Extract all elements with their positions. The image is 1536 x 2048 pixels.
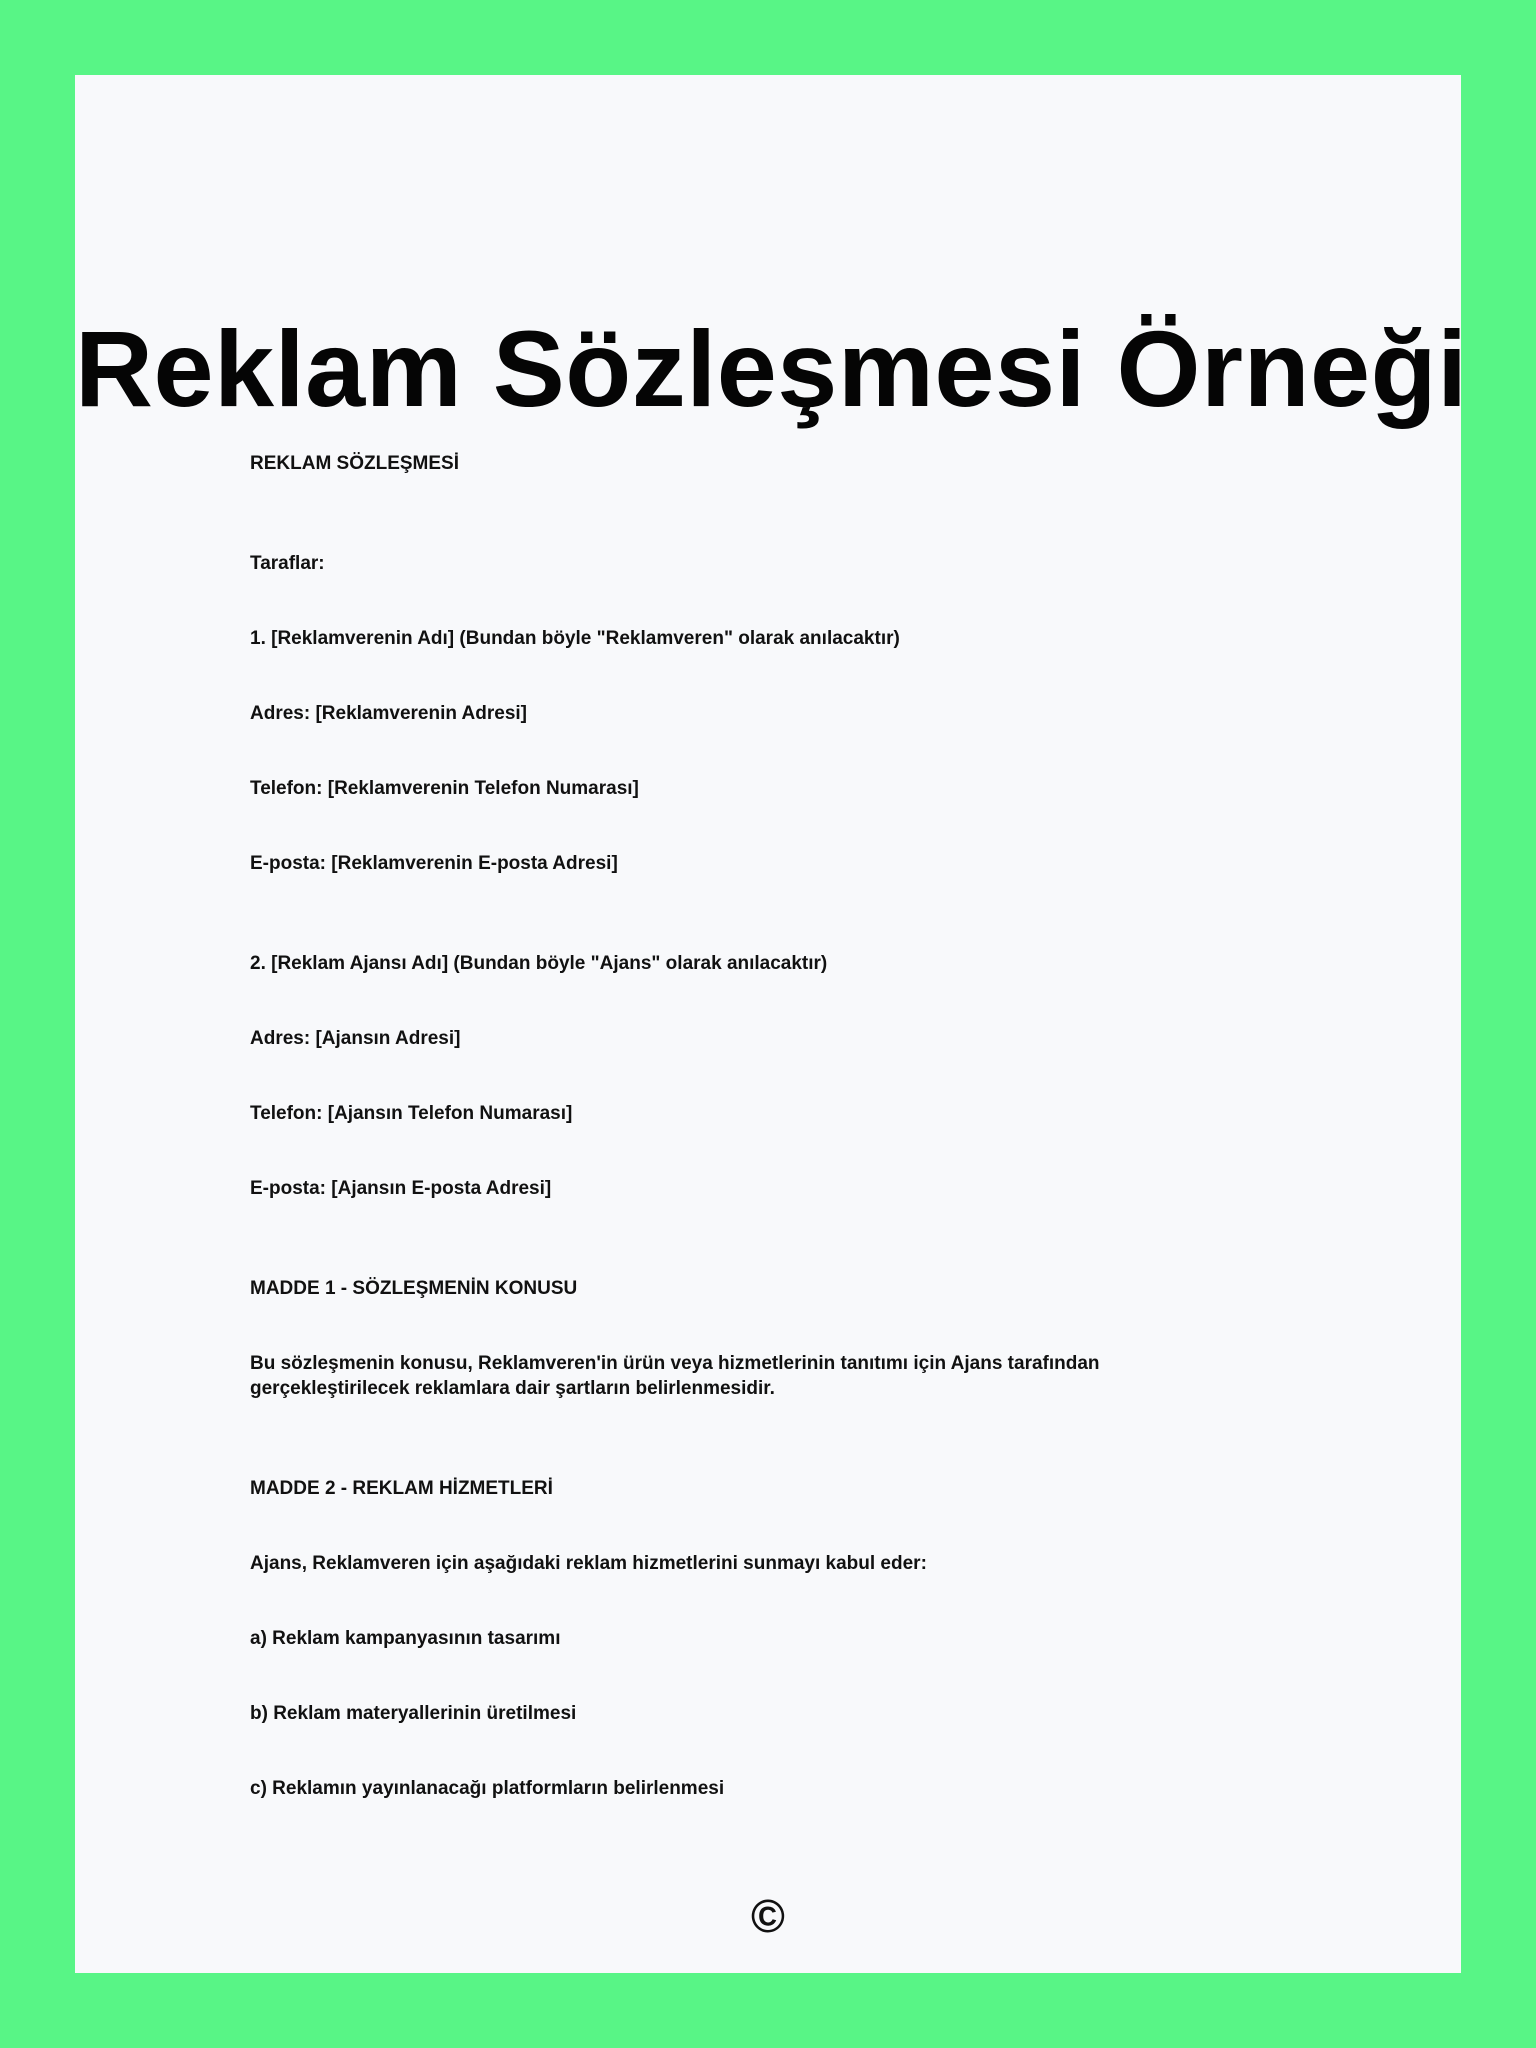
party1-address: Adres: [Reklamverenin Adresi] xyxy=(250,703,528,724)
party2-name: 2. [Reklam Ajansı Adı] (Bundan böyle "Ajans" olarak anılacaktır) xyxy=(250,953,828,974)
article1-text: Bu sözleşmenin konusu, Reklamveren'in ürün veya hizmetlerinin tanıtımı için Ajans tarafından gerçekleştirilecek reklamlara dair şartların belirlenmesidir. xyxy=(250,1353,1100,1399)
party2-address: Adres: [Ajansın Adresi] xyxy=(250,1028,461,1049)
party2-phone: Telefon: [Ajansın Telefon Numarası] xyxy=(250,1103,573,1124)
party1-name: 1. [Reklamverenin Adı] (Bundan böyle "Reklamveren" olarak anılacaktır) xyxy=(250,628,900,649)
article2-intro: Ajans, Reklamveren için aşağıdaki reklam hizmetlerini sunmayı kabul eder: xyxy=(250,1553,927,1574)
document-title: Reklam Sözleşmesi Örneği xyxy=(75,308,1468,429)
party1-email: E-posta: [Reklamverenin E-posta Adresi] xyxy=(250,853,618,874)
article1-heading: MADDE 1 - SÖZLEŞMENİN KONUSU xyxy=(250,1278,578,1299)
document-page xyxy=(75,75,1468,1973)
article2-item-a: a) Reklam kampanyasının tasarımı xyxy=(250,1628,561,1649)
copyright-icon: © xyxy=(751,1890,785,1942)
article2-item-b: b) Reklam materyallerinin üretilmesi xyxy=(250,1703,577,1724)
contract-heading: REKLAM SÖZLEŞMESİ xyxy=(250,453,460,474)
article2-heading: MADDE 2 - REKLAM HİZMETLERİ xyxy=(250,1478,553,1499)
party1-phone: Telefon: [Reklamverenin Telefon Numarası] xyxy=(250,778,639,799)
parties-label: Taraflar: xyxy=(250,553,325,574)
party2-email: E-posta: [Ajansın E-posta Adresi] xyxy=(250,1178,552,1199)
article2-item-c: c) Reklamın yayınlanacağı platformların belirlenmesi xyxy=(250,1778,725,1799)
